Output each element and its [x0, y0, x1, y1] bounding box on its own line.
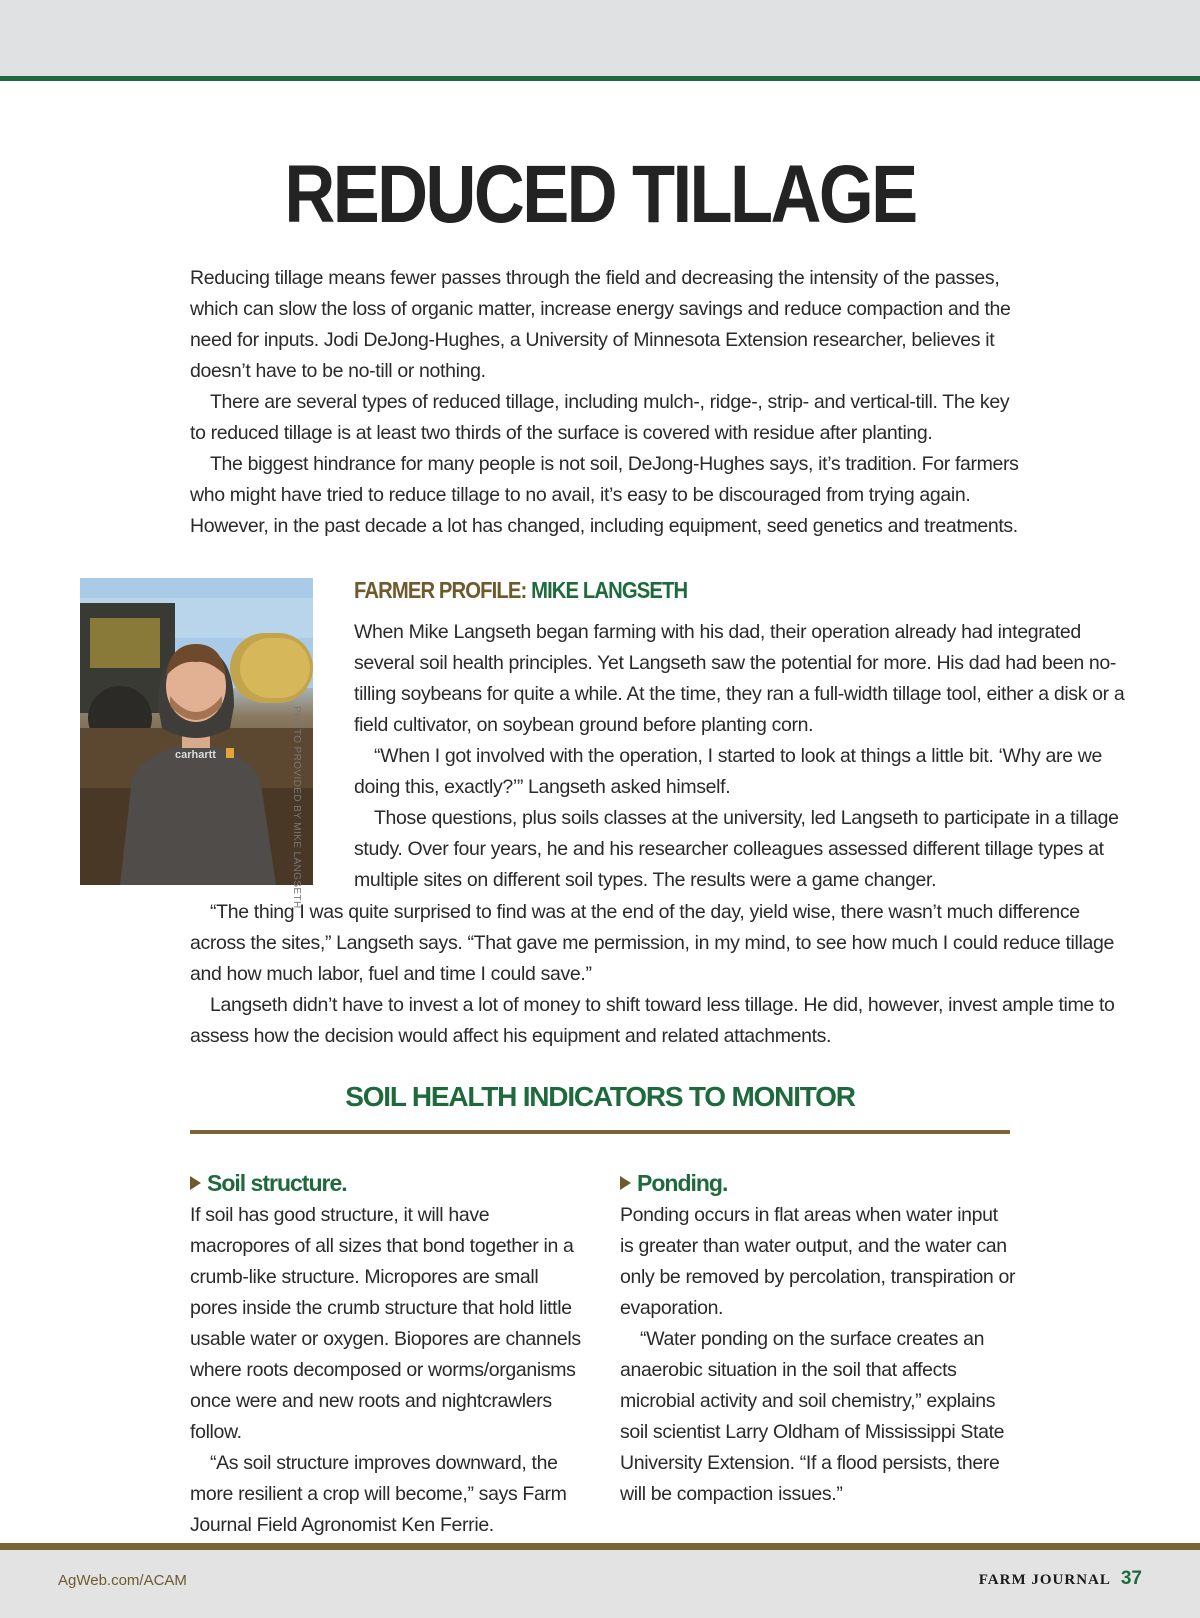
profile-paragraph: “When I got involved with the operation, I started to look at things a little bit. ‘Why are we doing this, exactly?’” Langseth asked himself.: [354, 745, 1102, 798]
indicators-heading: SOIL HEALTH INDICATORS TO MONITOR: [345, 1081, 855, 1112]
top-green-rule: [0, 76, 1200, 81]
indicator-title: Ponding.: [637, 1169, 728, 1196]
intro-text: [190, 263, 1020, 542]
profile-paragraph: When Mike Langseth began farming with his dad, their operation already had integrated several soil health principles. Yet Langseth saw the potential for more. His dad had been no-tilling soybeans for quite a while. At the time, they ran a full-width tillage tool, either a disk or a field cultivator, on soybean ground before planting corn.: [354, 621, 1125, 736]
footer-magazine-name: FARM JOURNAL: [978, 1572, 1111, 1588]
footer-page-number: 37: [1120, 1568, 1142, 1589]
triangle-bullet-icon: [190, 1176, 201, 1190]
indicator-ponding: [620, 1168, 1016, 1510]
profile-paragraph: Langseth didn’t have to invest a lot of money to shift toward less tillage. He did, however, invest ample time to assess how the decision would affect his equipment and related attachments.: [190, 994, 1115, 1047]
profile-text: [354, 617, 1134, 896]
indicator-text: [620, 1200, 1016, 1510]
intro-paragraph: There are several types of reduced tillage, including mulch-, ridge-, strip- and vertical-till. The key to reduced tillage is at least two thirds of the surface is covered with residue after planting.: [190, 391, 1010, 444]
article-title: REDUCED TILLAGE: [284, 149, 916, 240]
indicator-title: Soil structure.: [207, 1169, 347, 1196]
photo-credit: PHOTO PROVIDED BY MIKE LANGSETH: [291, 706, 302, 909]
indicators-rule: [190, 1130, 1010, 1134]
profile-paragraph: Those questions, plus soils classes at the university, led Langseth to participate in a tillage study. Over four years, he and his researcher colleagues assessed different tillage types at multiple sites on different soil types. The results were a game changer.: [354, 807, 1119, 891]
indicator-paragraph: “Water ponding on the surface creates an anaerobic situation in the soil that affects microbial activity and soil chemistry,” explains soil scientist Larry Oldham of Mississippi State University Extension. “If a flood persists, there will be compaction issues.”: [620, 1328, 1005, 1505]
profile-paragraph: “The thing I was quite surprised to find was at the end of the day, yield wise, there wasn’t much difference across the sites,” Langseth says. “That gave me permission, in my mind, to see how much I could reduce tillage and how much labor, fuel and time I could save.”: [190, 901, 1114, 985]
indicator-paragraph: Ponding occurs in flat areas when water input is greater than water output, and the water can only be removed by percolation, transpiration or evaporation.: [620, 1204, 1016, 1319]
triangle-bullet-icon: [620, 1176, 631, 1190]
indicator-paragraph: If soil has good structure, it will have macropores of all sizes that bond together in a crumb-like structure. Micropores are small pores inside the crumb structure that hold little usable water or oxygen. Biopores are channels where roots decomposed or worms/organisms once were and new roots and nightcrawlers follow.: [190, 1204, 581, 1443]
intro-paragraph: Reducing tillage means fewer passes through the field and decreasing the intensity of the passes, which can slow the loss of organic matter, increase energy savings and reduce compaction and the need for inputs. Jodi DeJong-Hughes, a University of Minnesota Extension researcher, believes it doesn’t have to be no-till or nothing.: [190, 267, 1011, 382]
profile-heading-label: FARMER PROFILE:: [354, 577, 527, 603]
farmer-photo-illustration: [80, 578, 313, 885]
profile-heading-name: MIKE LANGSETH: [531, 577, 688, 603]
profile-heading: [354, 573, 687, 607]
intro-paragraph: The biggest hindrance for many people is not soil, DeJong-Hughes says, it’s tradition. For farmers who might have tried to reduce tillage to no avail, it’s easy to be discouraged from trying again. However, in the past decade a lot has changed, including equipment, seed genetics and treatments.: [190, 453, 1019, 537]
top-band: [0, 0, 1200, 76]
farmer-photo: [80, 578, 313, 885]
footer-site-link[interactable]: AgWeb.com/ACAM: [58, 1572, 187, 1589]
indicator-text: [190, 1200, 586, 1541]
profile-text-continued: [190, 897, 1134, 1052]
footer-right: [979, 1568, 1142, 1590]
footer-gold-rule: [0, 1543, 1200, 1550]
indicator-heading: [190, 1168, 586, 1198]
hoodie-logo: carhartt: [175, 749, 216, 761]
indicator-heading: [620, 1168, 1016, 1198]
indicator-soil-structure: [190, 1168, 586, 1541]
indicator-paragraph: “As soil structure improves downward, the more resilient a crop will become,” says Farm Journal Field Agronomist Ken Ferrie.: [190, 1452, 567, 1536]
